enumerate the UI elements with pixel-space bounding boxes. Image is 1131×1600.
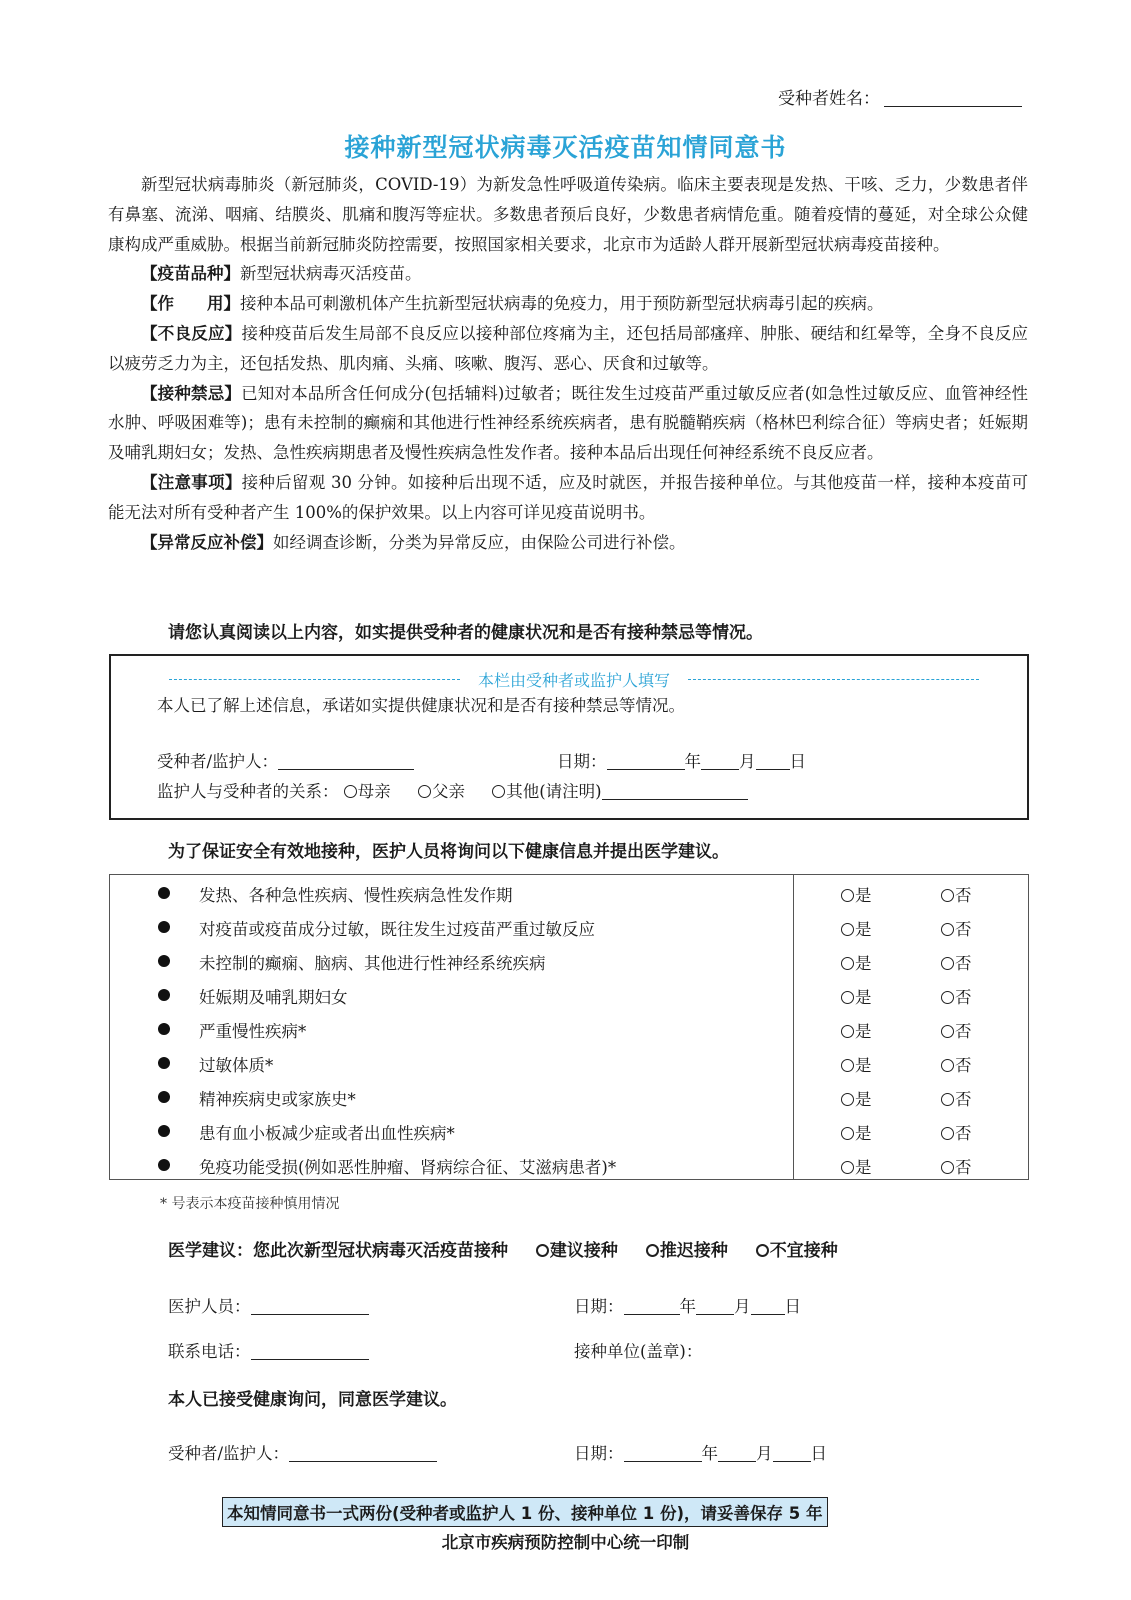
relation-option-mother[interactable]: 母亲 bbox=[344, 782, 391, 801]
radio-circle-icon[interactable] bbox=[841, 991, 854, 1004]
month-blank[interactable] bbox=[696, 1298, 734, 1315]
radio-circle-icon[interactable] bbox=[841, 1127, 854, 1140]
radio-circle-icon[interactable] bbox=[756, 1244, 769, 1257]
section-label: 【作 用】 bbox=[141, 294, 240, 314]
read-notice: 请您认真阅读以上内容，如实提供受种者的健康状况和是否有接种禁忌等情况。 bbox=[168, 623, 763, 643]
answer-yes[interactable]: 是 bbox=[841, 984, 872, 1008]
bullet-icon bbox=[158, 989, 170, 1001]
fill-box-statement: 本人已了解上述信息，承诺如实提供健康状况和是否有接种禁忌等情况。 bbox=[157, 696, 685, 715]
recipient-fill-box bbox=[109, 654, 1029, 820]
document-title: 接种新型冠状病毒灭活疫苗知情同意书 bbox=[344, 133, 787, 162]
answer-yes[interactable]: 是 bbox=[841, 1052, 872, 1076]
day-blank[interactable] bbox=[773, 1445, 811, 1462]
advice-option-postpone[interactable]: 推迟接种 bbox=[646, 1241, 728, 1261]
table-row bbox=[110, 1115, 1028, 1149]
radio-circle-icon[interactable] bbox=[941, 889, 954, 902]
table-row bbox=[110, 945, 1028, 979]
answer-no[interactable]: 否 bbox=[941, 1154, 972, 1178]
table-row bbox=[110, 911, 1028, 945]
guardian-label: 受种者/监护人： bbox=[157, 752, 279, 771]
day-blank[interactable] bbox=[751, 1298, 785, 1315]
radio-circle-icon[interactable] bbox=[941, 957, 954, 970]
fill-date-field bbox=[557, 748, 806, 772]
table-row bbox=[110, 1047, 1028, 1081]
question-text: 未控制的癫痫、脑病、其他进行性神经系统疾病 bbox=[199, 954, 546, 973]
day-label: 日 bbox=[784, 1297, 801, 1316]
year-label: 年 bbox=[679, 1297, 696, 1316]
date-label: 日期： bbox=[557, 752, 607, 771]
section-text: 接种本品可刺激机体产生抗新型冠状病毒的免疫力，用于预防新型冠状病毒引起的疾病。 bbox=[240, 294, 884, 314]
radio-circle-icon[interactable] bbox=[841, 1093, 854, 1106]
question-text: 过敏体质* bbox=[199, 1056, 274, 1075]
radio-circle-icon[interactable] bbox=[841, 1059, 854, 1072]
staff-label: 医护人员： bbox=[168, 1297, 251, 1316]
intro-paragraph: 新型冠状病毒肺炎（新冠肺炎，COVID-19）为新发急性呼吸道传染病。临床主要表现是发热、干咳、乏力，少数患者伴有鼻塞、流涕、咽痛、结膜炎、肌痛和腹泻等症状。多数患者预后良好，少数患者病情危重。随着疫情的蔓延，对全球公众健康构成严重威胁。根据当前新冠肺炎防控需要，按照国家相关要求，北京市为适龄人群开展新型冠状病毒疫苗接种。 bbox=[108, 175, 1028, 254]
section-text: 新型冠状病毒灭活疫苗。 bbox=[240, 264, 422, 284]
radio-circle-icon[interactable] bbox=[941, 923, 954, 936]
fill-box-header-text: 本栏由受种者或监护人填写 bbox=[478, 671, 671, 690]
recipient-name-blank[interactable] bbox=[884, 90, 1022, 107]
answer-yes[interactable]: 是 bbox=[841, 916, 872, 940]
bullet-icon bbox=[158, 1091, 170, 1103]
relation-other-blank[interactable] bbox=[602, 783, 748, 800]
printer-credit: 北京市疾病预防控制中心统一印制 bbox=[441, 1533, 690, 1552]
bullet-icon bbox=[158, 955, 170, 967]
vaccination-unit-field bbox=[574, 1338, 702, 1362]
radio-circle-icon[interactable] bbox=[841, 1161, 854, 1174]
month-label: 月 bbox=[739, 752, 756, 771]
question-text: 妊娠期及哺乳期妇女 bbox=[199, 988, 348, 1007]
relation-option-other[interactable]: 其他(请注明) bbox=[492, 782, 601, 801]
answer-no[interactable]: 否 bbox=[941, 882, 972, 906]
question-text: 对疫苗或疫苗成分过敏，既往发生过疫苗严重过敏反应 bbox=[199, 920, 595, 939]
section-label: 【异常反应补偿】 bbox=[141, 532, 273, 552]
recipient-name-label: 受种者姓名： bbox=[778, 89, 880, 109]
radio-circle-icon[interactable] bbox=[941, 1161, 954, 1174]
section-effect bbox=[108, 289, 1028, 319]
guardian-label: 受种者/监护人： bbox=[168, 1444, 290, 1463]
section-text: 如经调查诊断，分类为异常反应，由保险公司进行补偿。 bbox=[273, 532, 686, 552]
advice-option-not-advised[interactable]: 不宜接种 bbox=[756, 1241, 838, 1261]
date-label: 日期： bbox=[574, 1297, 624, 1316]
final-guardian-blank[interactable] bbox=[289, 1445, 437, 1462]
recipient-name-field bbox=[778, 84, 1022, 109]
answer-no[interactable]: 否 bbox=[941, 950, 972, 974]
dashed-divider bbox=[169, 679, 460, 680]
answer-yes[interactable]: 是 bbox=[841, 950, 872, 974]
relation-option-father[interactable]: 父亲 bbox=[418, 782, 465, 801]
month-label: 月 bbox=[734, 1297, 751, 1316]
phone-field bbox=[168, 1338, 369, 1362]
advice-option-recommend[interactable]: 建议接种 bbox=[536, 1241, 618, 1261]
unit-label: 接种单位(盖章)： bbox=[574, 1342, 703, 1361]
final-guardian-field bbox=[168, 1440, 437, 1464]
guardian-signature-field bbox=[157, 748, 414, 772]
answer-no[interactable]: 否 bbox=[941, 1052, 972, 1076]
bullet-icon bbox=[158, 1023, 170, 1035]
radio-circle-icon[interactable] bbox=[941, 1127, 954, 1140]
question-text: 精神疾病史或家族史* bbox=[199, 1090, 356, 1109]
radio-circle-icon[interactable] bbox=[344, 785, 357, 798]
section-label: 【不良反应】 bbox=[141, 323, 242, 343]
section-text: 接种后留观 30 分钟。如接种后出现不适，应及时就医，并报告接种单位。与其他疫苗一样，接种本疫苗可能无法对所有受种者产生 100%的保护效果。以上内容可详见疫苗说明书。 bbox=[108, 472, 1028, 522]
month-blank[interactable] bbox=[718, 1445, 756, 1462]
section-vaccine-type bbox=[108, 259, 1028, 289]
bullet-icon bbox=[158, 887, 170, 899]
month-blank[interactable] bbox=[701, 753, 739, 770]
year-blank[interactable] bbox=[624, 1445, 702, 1462]
answer-yes[interactable]: 是 bbox=[841, 1086, 872, 1110]
dashed-divider bbox=[688, 679, 979, 680]
section-label: 【注意事项】 bbox=[141, 472, 242, 492]
table-row bbox=[110, 1149, 1028, 1183]
table-row bbox=[110, 877, 1028, 911]
radio-circle-icon[interactable] bbox=[841, 957, 854, 970]
keep-copy-note: 本知情同意书一式两份(受种者或监护人 1 份、接种单位 1 份)，请妥善保存 5 年 bbox=[222, 1497, 828, 1527]
section-label: 【接种禁忌】 bbox=[141, 383, 242, 403]
answer-yes[interactable]: 是 bbox=[841, 1018, 872, 1042]
phone-label: 联系电话： bbox=[168, 1342, 251, 1361]
fill-box-header bbox=[169, 668, 979, 691]
bullet-icon bbox=[158, 1057, 170, 1069]
relation-field bbox=[157, 778, 748, 802]
staff-signature-blank[interactable] bbox=[251, 1298, 369, 1315]
section-precautions bbox=[108, 468, 1028, 528]
year-label: 年 bbox=[701, 1444, 718, 1463]
bullet-icon bbox=[158, 1125, 170, 1137]
year-label: 年 bbox=[684, 752, 701, 771]
answer-no[interactable]: 否 bbox=[941, 916, 972, 940]
radio-circle-icon[interactable] bbox=[841, 923, 854, 936]
answer-no[interactable]: 否 bbox=[941, 1086, 972, 1110]
section-contraindications bbox=[108, 379, 1028, 468]
year-blank[interactable] bbox=[607, 753, 685, 770]
radio-circle-icon[interactable] bbox=[941, 1059, 954, 1072]
relation-label: 监护人与受种者的关系： bbox=[157, 782, 339, 801]
question-text: 患有血小板减少症或者出血性疾病* bbox=[199, 1124, 455, 1143]
final-date-field bbox=[574, 1440, 827, 1464]
section-compensation bbox=[108, 528, 1028, 558]
medical-staff-field bbox=[168, 1293, 369, 1317]
question-text: 严重慢性疾病* bbox=[199, 1022, 307, 1041]
table-row bbox=[110, 979, 1028, 1013]
day-label: 日 bbox=[789, 752, 806, 771]
question-text: 发热、各种急性疾病、慢性疾病急性发作期 bbox=[199, 886, 513, 905]
radio-circle-icon[interactable] bbox=[418, 785, 431, 798]
health-notice: 为了保证安全有效地接种，医护人员将询问以下健康信息并提出医学建议。 bbox=[168, 842, 729, 862]
answer-no[interactable]: 否 bbox=[941, 1120, 972, 1144]
bullet-icon bbox=[158, 1159, 170, 1171]
day-label: 日 bbox=[810, 1444, 827, 1463]
document-body bbox=[108, 170, 1028, 557]
day-blank[interactable] bbox=[756, 753, 790, 770]
radio-circle-icon[interactable] bbox=[941, 1025, 954, 1038]
advice-label: 医学建议：您此次新型冠状病毒灭活疫苗接种 bbox=[168, 1241, 508, 1261]
accept-statement: 本人已接受健康询问，同意医学建议。 bbox=[168, 1390, 457, 1410]
guardian-signature-blank[interactable] bbox=[278, 753, 414, 770]
answer-yes[interactable]: 是 bbox=[841, 1120, 872, 1144]
medical-date-field bbox=[574, 1293, 801, 1317]
date-label: 日期： bbox=[574, 1444, 624, 1463]
health-question-table bbox=[109, 874, 1029, 1180]
radio-circle-icon[interactable] bbox=[646, 1244, 659, 1257]
section-label: 【疫苗品种】 bbox=[141, 264, 240, 284]
answer-yes[interactable]: 是 bbox=[841, 882, 872, 906]
radio-circle-icon[interactable] bbox=[941, 991, 954, 1004]
radio-circle-icon[interactable] bbox=[841, 889, 854, 902]
medical-advice bbox=[168, 1236, 838, 1261]
phone-blank[interactable] bbox=[251, 1343, 369, 1360]
year-blank[interactable] bbox=[624, 1298, 680, 1315]
table-row bbox=[110, 1013, 1028, 1047]
footnote: * 号表示本疫苗接种慎用情况 bbox=[160, 1196, 340, 1212]
answer-no[interactable]: 否 bbox=[941, 984, 972, 1008]
bullet-icon bbox=[158, 921, 170, 933]
radio-circle-icon[interactable] bbox=[536, 1244, 549, 1257]
radio-circle-icon[interactable] bbox=[941, 1093, 954, 1106]
radio-circle-icon[interactable] bbox=[492, 785, 505, 798]
section-text: 接种疫苗后发生局部不良反应以接种部位疼痛为主，还包括局部瘙痒、肿胀、硬结和红晕等，全身不良反应以疲劳乏力为主，还包括发热、肌肉痛、头痛、咳嗽、腹泻、恶心、厌食和过敏等。 bbox=[108, 323, 1029, 373]
answer-yes[interactable]: 是 bbox=[841, 1154, 872, 1178]
month-label: 月 bbox=[756, 1444, 773, 1463]
answer-no[interactable]: 否 bbox=[941, 1018, 972, 1042]
table-row bbox=[110, 1081, 1028, 1115]
question-text: 免疫功能受损(例如恶性肿瘤、肾病综合征、艾滋病患者)* bbox=[199, 1158, 617, 1177]
section-adverse-reactions bbox=[108, 319, 1028, 379]
radio-circle-icon[interactable] bbox=[841, 1025, 854, 1038]
section-text: 已知对本品所含任何成分(包括辅料)过敏者；既往发生过疫苗严重过敏反应者(如急性过敏反应、血管神经性水肿、呼吸困难等)；患有未控制的癫痫和其他进行性神经系统疾病者，患有脱髓鞘疾病（格林巴利综合征）等病史者；妊娠期及哺乳期妇女；发热、急性疾病期患者及慢性疾病急性发作者。接种本品后出现任何神经系统不良反应者。 bbox=[108, 383, 1029, 463]
